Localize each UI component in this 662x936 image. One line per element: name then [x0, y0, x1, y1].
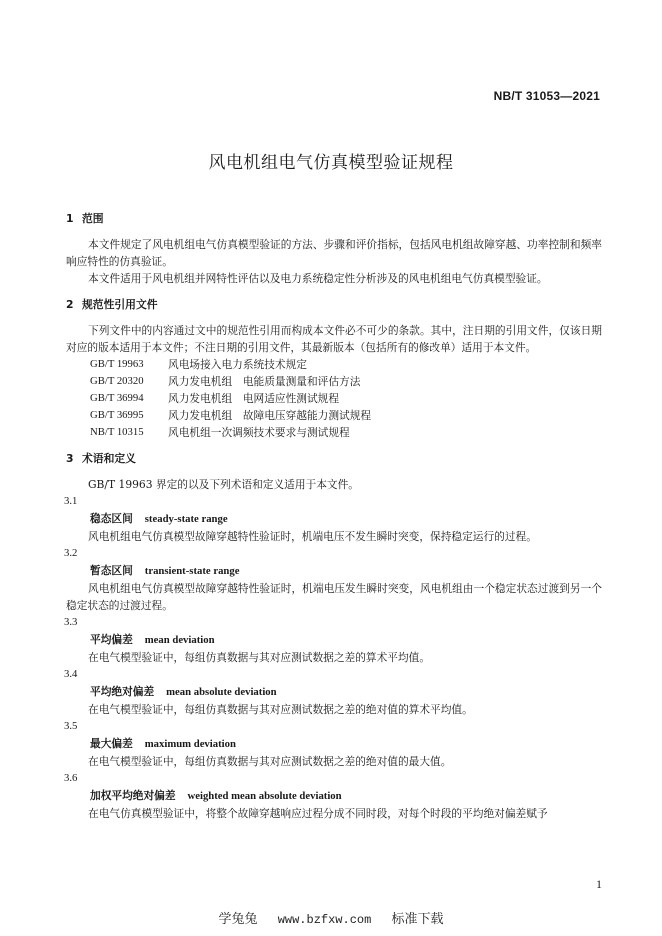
section-title: 术语和定义 [82, 452, 136, 465]
term-definition: 在电气仿真模型验证中，将整个故障穿越响应过程分成不同时段，对每个时段的平均绝对偏差赋予 [88, 807, 548, 820]
term-name [66, 735, 602, 753]
reference-title: 风力发电机组 电能质量测量和评估方法 [168, 375, 361, 388]
reference-list [90, 356, 602, 441]
section-title: 规范性引用文件 [82, 298, 158, 311]
standard-number: NB/T 31053—2021 [493, 89, 600, 103]
term-number: 3.2 [64, 547, 78, 559]
term-entry [66, 493, 602, 545]
reference-code: GB/T 36995 [90, 409, 144, 421]
term-entry [66, 614, 602, 666]
term-zh: 加权平均绝对偏差 [90, 789, 176, 802]
reference-code: GB/T 20320 [90, 375, 144, 387]
reference-item [90, 373, 602, 390]
term-en: transient-state range [144, 565, 240, 577]
reference-item [90, 356, 602, 373]
reference-code: GB/T 36994 [90, 392, 144, 404]
term-zh: 稳态区间 [90, 512, 133, 525]
term-entry [66, 666, 602, 718]
term-name [66, 683, 602, 701]
page-number: 1 [596, 877, 602, 891]
term-en: mean absolute deviation [166, 686, 277, 698]
reference-code: GB/T 19963 [90, 358, 144, 370]
term-zh: 最大偏差 [90, 737, 133, 750]
reference-code: NB/T 10315 [90, 426, 144, 438]
term-zh: 暂态区间 [90, 564, 133, 577]
term-name [66, 631, 602, 649]
reference-item [90, 424, 602, 441]
site-url[interactable]: www.bzfxw.com [277, 913, 372, 927]
term-name [66, 787, 602, 805]
term-en: mean deviation [144, 634, 215, 646]
reference-title: 风力发电机组 电网适应性测试规程 [168, 392, 340, 405]
reference-title: 风电场接入电力系统技术规定 [168, 358, 307, 371]
term-definition: 风电机组电气仿真模型故障穿越特性验证时，机端电压发生瞬时突变，风电机组由一个稳定状态过渡到另一个稳定状态的过渡过程。 [66, 582, 602, 612]
term-definition: 在电气模型验证中，每组仿真数据与其对应测试数据之差的绝对值的算术平均值。 [88, 703, 473, 716]
term-definition: 风电机组电气仿真模型故障穿越特性验证时，机端电压不发生瞬时突变，保持稳定运行的过程。 [88, 530, 537, 543]
reference-title: 风力发电机组 故障电压穿越能力测试规程 [168, 409, 372, 422]
term-zh: 平均偏差 [90, 633, 133, 646]
term-name [66, 510, 602, 528]
term-number: 3.5 [64, 720, 78, 732]
term-number: 3.3 [64, 616, 78, 628]
reference-item [90, 390, 602, 407]
section-1-heading [66, 210, 602, 227]
section-number: 2 [66, 298, 74, 311]
term-en: weighted mean absolute deviation [187, 790, 342, 802]
term-number: 3.6 [64, 772, 78, 784]
watermark-footer [0, 908, 662, 927]
term-en: steady-state range [144, 513, 228, 525]
site-name: 学兔兔 [218, 912, 258, 927]
term-name [66, 562, 602, 580]
term-number: 3.1 [64, 495, 78, 507]
paragraph: GB/T 19963 界定的以及下列术语和定义适用于本文件。 [88, 478, 359, 491]
term-entry [66, 770, 602, 822]
document-title: 风电机组电气仿真模型验证规程 [208, 153, 454, 173]
paragraph: 本文件适用于风电机组并网特性评估以及电力系统稳定性分析涉及的风电机组电气仿真模型验证。 [88, 272, 548, 285]
term-definition: 在电气模型验证中，每组仿真数据与其对应测试数据之差的算术平均值。 [88, 651, 431, 664]
section-number: 3 [66, 452, 74, 465]
section-3-heading [66, 450, 602, 467]
reference-item [90, 407, 602, 424]
term-definition: 在电气模型验证中，每组仿真数据与其对应测试数据之差的绝对值的最大值。 [88, 755, 452, 768]
paragraph: 本文件规定了风电机组电气仿真模型验证的方法、步骤和评价指标，包括风电机组故障穿越、功率控制和频率响应特性的仿真验证。 [66, 238, 602, 268]
paragraph: 下列文件中的内容通过文中的规范性引用而构成本文件必不可少的条款。其中，注日期的引用文件，仅该日期对应的版本适用于本文件；不注日期的引用文件，其最新版本（包括所有的修改单）适用于本文件。 [66, 324, 602, 354]
section-2-heading [66, 296, 602, 313]
section-title: 范围 [82, 212, 104, 225]
term-zh: 平均绝对偏差 [90, 685, 155, 698]
term-en: maximum deviation [144, 738, 236, 750]
site-tagline: 标准下载 [391, 912, 444, 927]
section-number: 1 [66, 212, 74, 225]
term-number: 3.4 [64, 668, 78, 680]
reference-title: 风电机组一次调频技术要求与测试规程 [168, 426, 350, 439]
document-body [66, 210, 602, 822]
term-entry [66, 718, 602, 770]
term-entry [66, 545, 602, 614]
